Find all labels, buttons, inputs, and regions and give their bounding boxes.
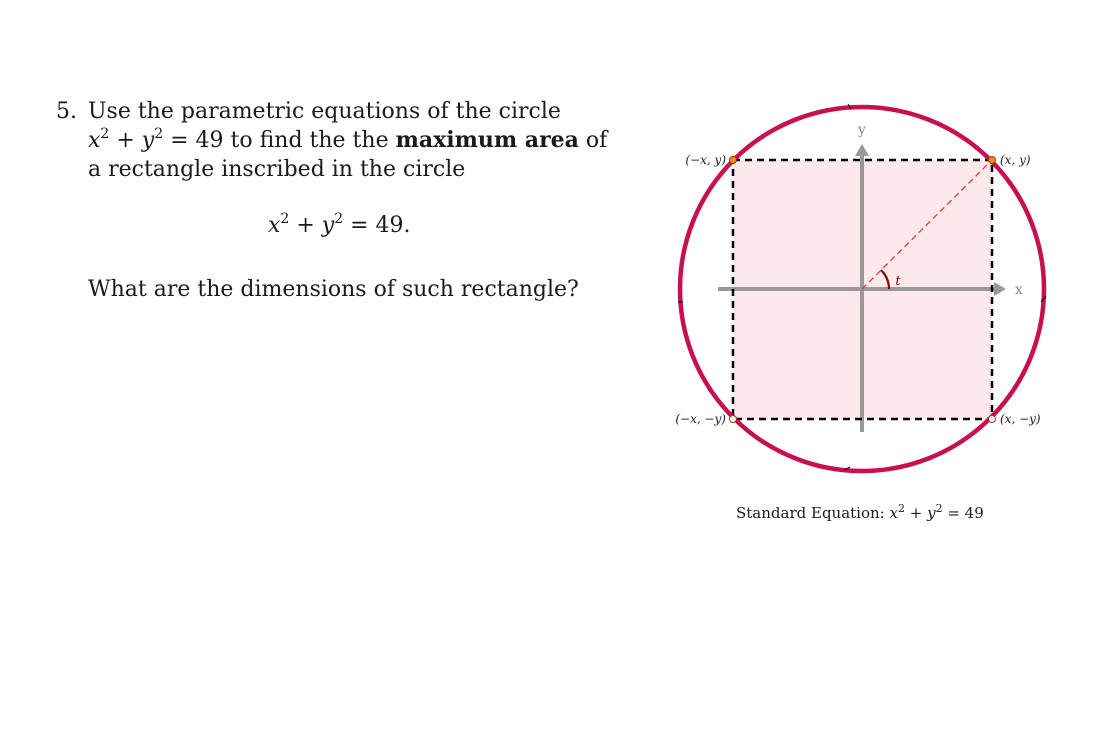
axis-y-label: y bbox=[858, 122, 866, 138]
caption-y: y bbox=[927, 504, 936, 522]
caption-x: x bbox=[889, 504, 898, 522]
display-y: y bbox=[321, 213, 335, 238]
point-bottom-left bbox=[730, 416, 737, 423]
statement-line-3: a rectangle inscribed in the circle bbox=[88, 157, 466, 182]
display-plus: + bbox=[289, 213, 322, 238]
caption-exp-y: 2 bbox=[935, 502, 943, 515]
display-exp-x: 2 bbox=[280, 211, 290, 227]
eq-y: y bbox=[141, 128, 155, 153]
eq-x: x bbox=[88, 128, 101, 153]
eq-exp-y: 2 bbox=[154, 126, 164, 142]
text-before-bold: to find the the bbox=[223, 128, 396, 153]
eq-exp-x: 2 bbox=[100, 126, 110, 142]
caption-prefix: Standard Equation: bbox=[736, 504, 890, 522]
text-after-bold: of bbox=[578, 128, 608, 153]
caption-exp-x: 2 bbox=[897, 502, 905, 515]
label-bottom-right: (x, −y) bbox=[1000, 412, 1041, 426]
point-top-left bbox=[730, 157, 737, 164]
question-text: What are the dimensions of such rectangle? bbox=[88, 277, 579, 302]
problem-number: 5. bbox=[56, 99, 77, 124]
caption-equals: = 49 bbox=[942, 504, 984, 522]
figure-caption bbox=[736, 504, 984, 522]
display-x: x bbox=[268, 213, 281, 238]
display-equals: = 49. bbox=[343, 213, 411, 238]
eq-plus: + bbox=[109, 128, 142, 153]
point-bottom-right bbox=[989, 416, 996, 423]
angle-label: t bbox=[895, 274, 901, 289]
statement-line-1: Use the parametric equations of the circle bbox=[88, 99, 561, 124]
y-axis-arrow-icon bbox=[855, 144, 869, 156]
eq-equals: = 49 bbox=[163, 128, 224, 153]
label-top-left: (−x, y) bbox=[685, 153, 726, 167]
caption-plus: + bbox=[904, 504, 928, 522]
display-exp-y: 2 bbox=[334, 211, 344, 227]
x-axis-arrow-icon bbox=[994, 282, 1006, 296]
label-top-right: (x, y) bbox=[1000, 153, 1031, 167]
axis-x-label: x bbox=[1015, 282, 1023, 298]
label-bottom-left: (−x, −y) bbox=[675, 412, 726, 426]
bold-phrase: maximum area bbox=[395, 127, 579, 153]
point-top-right bbox=[989, 157, 996, 164]
